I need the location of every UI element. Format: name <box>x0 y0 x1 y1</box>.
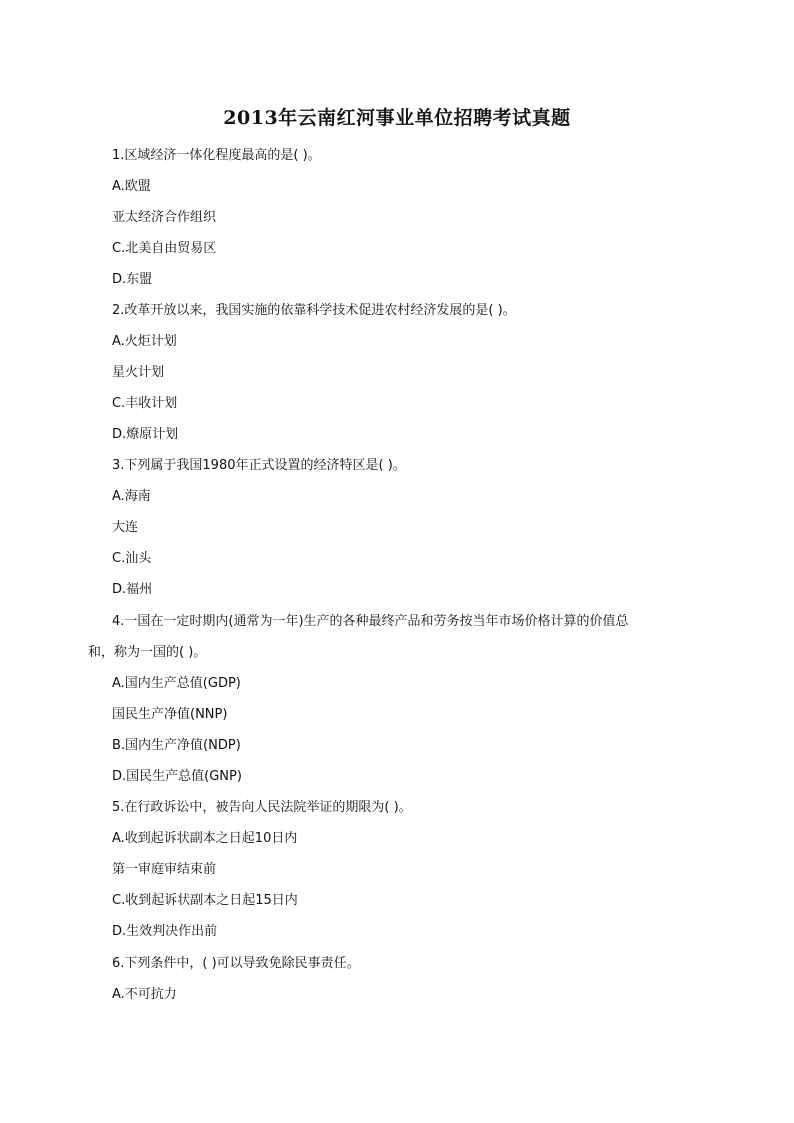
option-line: A.欧盟 <box>112 179 151 194</box>
option-line: A.海南 <box>112 489 151 504</box>
question-4-continued: 和，称为一国的( )。 <box>88 645 207 660</box>
option-line: C.丰收计划 <box>112 396 178 411</box>
option-line: C.收到起诉状副本之日起15日内 <box>112 893 298 908</box>
question-2: 2.改革开放以来，我国实施的依靠科学技术促进农村经济发展的是( )。 <box>112 303 516 318</box>
option-line: 国民生产净值(NNP) <box>112 707 228 722</box>
option-line: 第一审庭审结束前 <box>112 862 217 877</box>
page-title: 2013年云南红河事业单位招聘考试真题 <box>223 107 571 129</box>
option-line: 大连 <box>112 520 139 535</box>
option-line: D.生效判决作出前 <box>112 924 218 939</box>
option-line: D.福州 <box>112 582 153 597</box>
option-line: A.收到起诉状副本之日起10日内 <box>112 831 298 846</box>
question-1: 1.区域经济一体化程度最高的是( )。 <box>112 148 321 163</box>
option-line: 星火计划 <box>112 365 165 380</box>
option-line: A.火炬计划 <box>112 334 177 349</box>
question-6: 6.下列条件中，( )可以导致免除民事责任。 <box>112 956 360 971</box>
question-3: 3.下列属于我国1980年正式设置的经济特区是( )。 <box>112 458 406 473</box>
option-line: D.燎原计划 <box>112 427 179 442</box>
question-5: 5.在行政诉讼中，被告向人民法院举证的期限为( )。 <box>112 800 412 815</box>
option-line: C.北美自由贸易区 <box>112 241 217 256</box>
question-4: 4.一国在一定时期内(通常为一年)生产的各种最终产品和劳务按当年市场价格计算的价值总 <box>112 614 629 629</box>
option-line: A.国内生产总值(GDP) <box>112 676 241 691</box>
option-line: D.东盟 <box>112 272 153 287</box>
option-line: C.汕头 <box>112 551 152 566</box>
option-line: A.不可抗力 <box>112 987 177 1002</box>
option-line: D.国民生产总值(GNP) <box>112 769 242 784</box>
option-line: B.国内生产净值(NDP) <box>112 738 241 753</box>
option-line: 亚太经济合作组织 <box>112 210 217 225</box>
